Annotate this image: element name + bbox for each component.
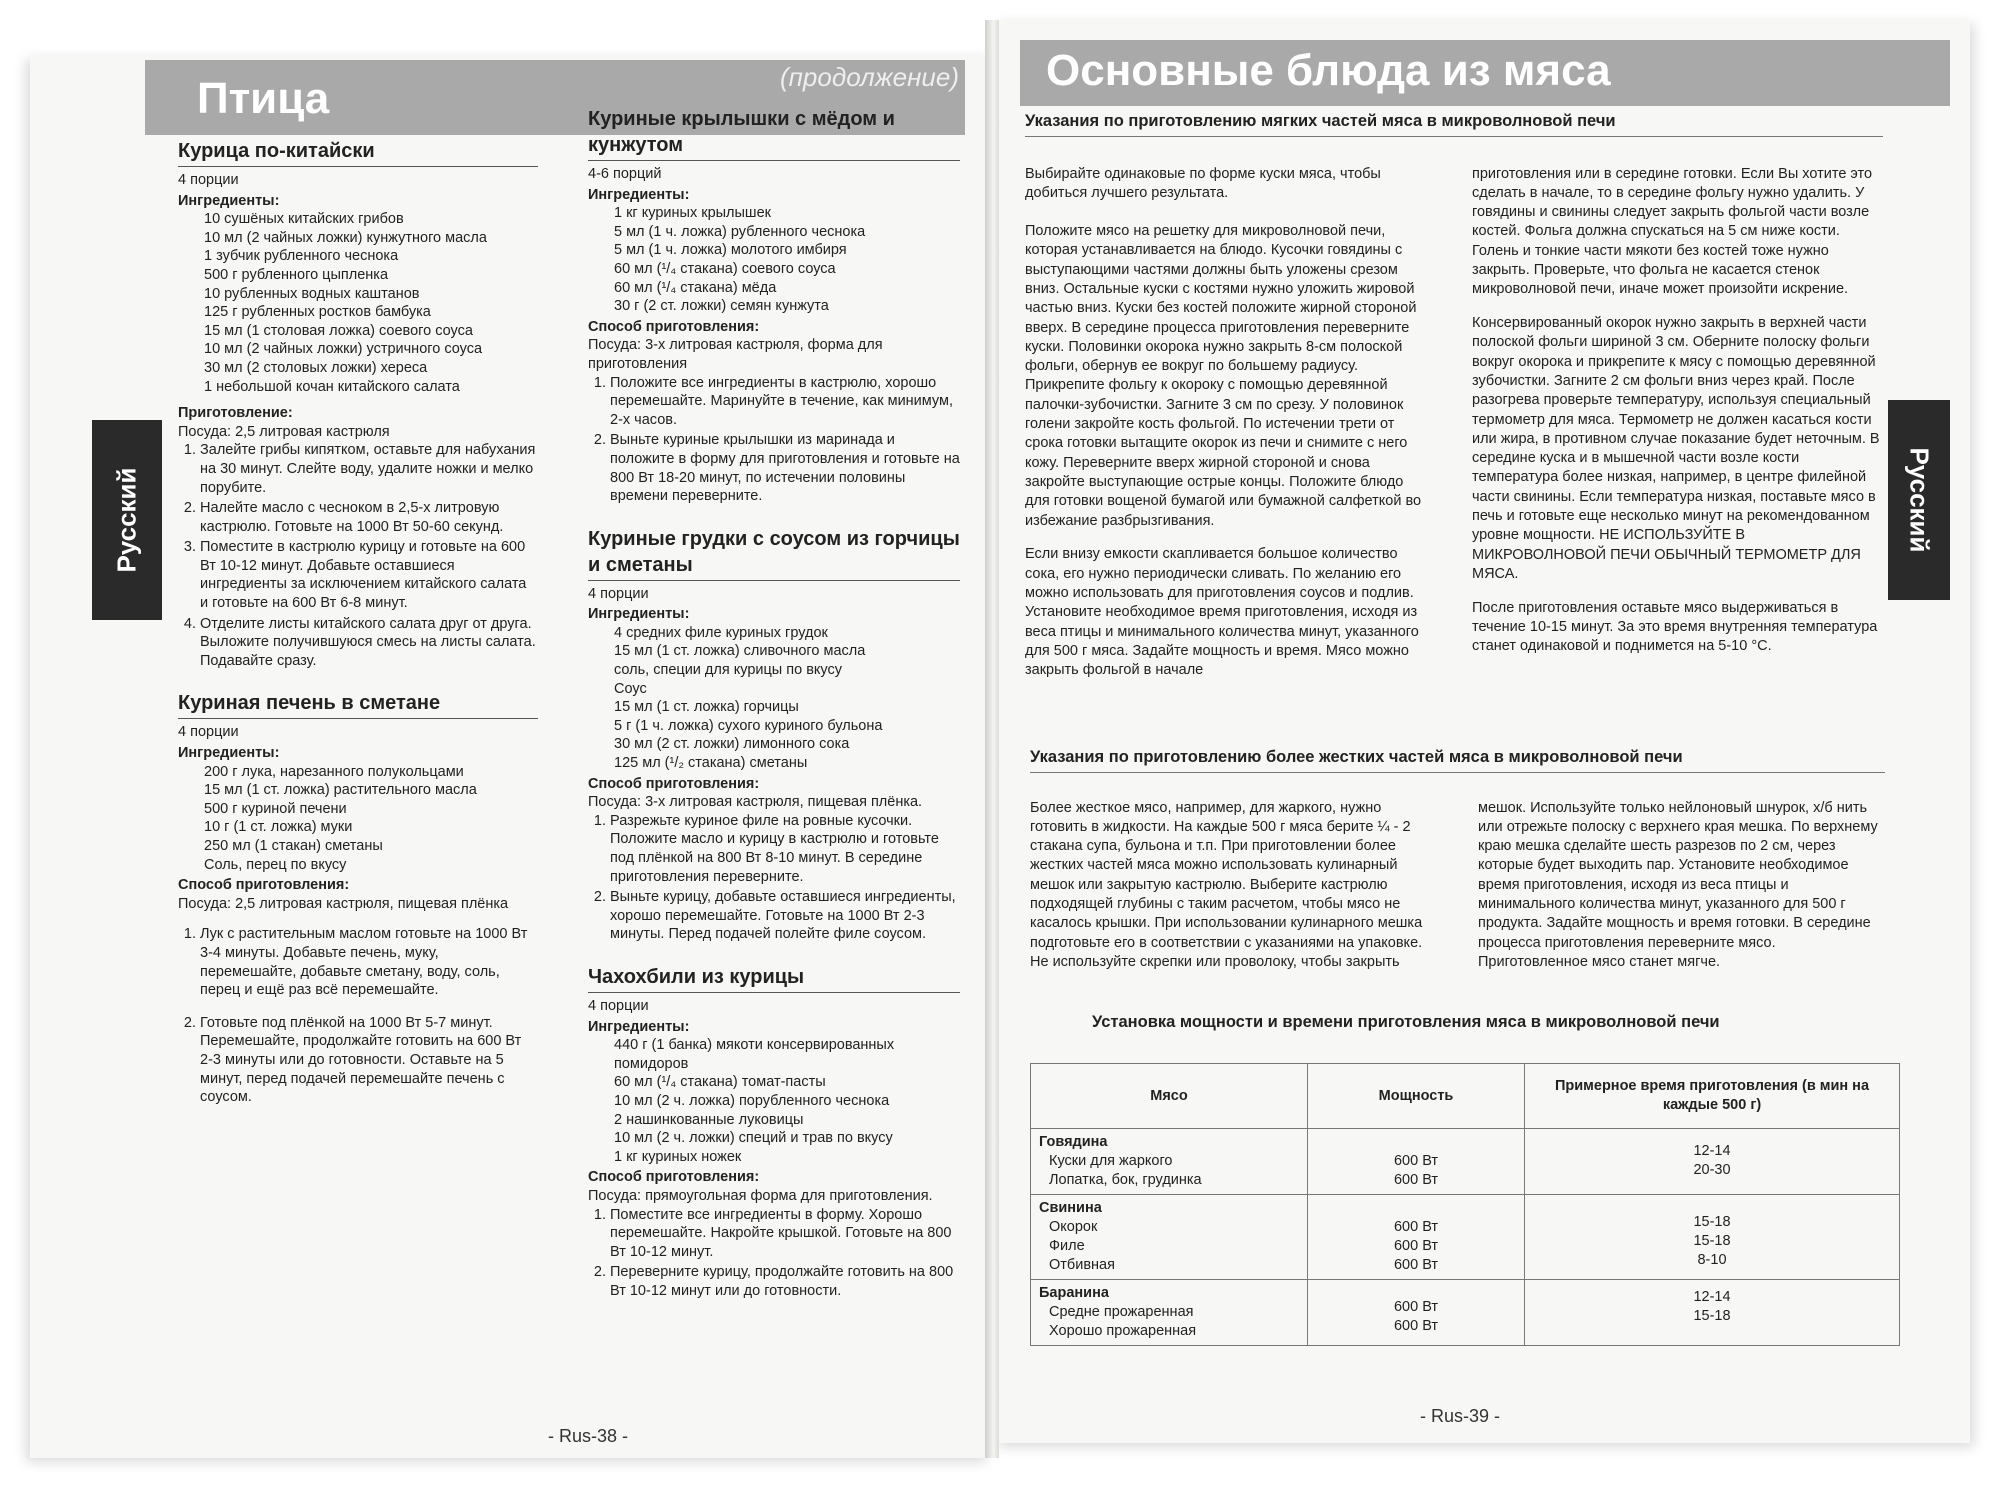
- section-rule: [1030, 772, 1885, 773]
- ingredient: 60 мл (¹/₄ стакана) соевого соуса: [614, 260, 836, 277]
- step: 1. Разрежьте куриное филе на ровные кусочки. Положите масло и курицу в кастрюлю и готовьте под плёнкой на 800 Вт 8-10 минут. В середине приготовления переверните.: [610, 812, 960, 886]
- recipe-chinese-chicken: [178, 138, 538, 670]
- column-header-time: Примерное время приготовления (в мин на каждые 500 г): [1525, 1064, 1900, 1129]
- table-row: [1031, 1129, 1900, 1195]
- right-page-header: [1020, 40, 1950, 106]
- language-tab-right-label: Русский: [1904, 447, 1935, 553]
- power-cell: [1308, 1195, 1525, 1280]
- vessel-note: Посуда: 3-х литровая кастрюля, форма для приготовления: [588, 337, 883, 372]
- ingredients-label: Ингредиенты:: [588, 1018, 690, 1035]
- ingredient: 30 мл (2 столовых ложки) хереса: [204, 359, 428, 376]
- time-value: 15-18: [1693, 1308, 1731, 1324]
- recipe-title: Куриные грудки с соусом из горчицы и сметаны: [588, 526, 960, 581]
- ingredient: 10 мл (2 чайных ложки) устричного соуса: [204, 341, 483, 358]
- paragraph: мешок. Используйте только нейлоновый шнурок, х/б нить или отрежьте полоску с верхнего края мешка. По верхнему краю мешка сделайте шесть разрезов по 2 см, через которые будет выходить пар. Установите необходимое время приготовления, исходя из веса птицы и минимального количества минут, указанного для 500 г продукта. Задайте мощность и время готовки. В середине процесса приготовления переверните мясо. Приготовленное мясо станет мягче.: [1478, 799, 1878, 970]
- ingredients-list: [614, 1036, 960, 1166]
- time-cell: [1525, 1195, 1900, 1280]
- time-value: 20-30: [1693, 1162, 1731, 1178]
- meat-cell: [1031, 1280, 1308, 1346]
- ingredient: 60 мл (¹/₄ стакана) мёда: [614, 279, 777, 296]
- ingredient: 1 кг куриных ножек: [614, 1148, 742, 1165]
- recipe-title: Куриные крылышки с мёдом и кунжутом: [588, 106, 960, 161]
- ingredients-list: [614, 624, 960, 773]
- ingredient: 4 средних филе куриных грудок: [614, 624, 828, 641]
- recipe-title: Чахохбили из курицы: [588, 964, 960, 993]
- paragraph: Если внизу емкости скапливается большое количество сока, его нужно периодически сливать. По желанию его можно использовать для приготовления соусов и подлив. Установите необходимое время приготовления, исходя из веса птицы и минимального количества минут, указанного для 500 г мяса. Задайте мощность и время. Мясо можно закрыть фольгой в начале: [1025, 546, 1419, 679]
- step: 2. Выньте курицу, добавьте оставшиеся ингредиенты, хорошо перемешайте. Готовьте на 1000 Вт 2-3 минуты. Перед подачей полейте филе соусом.: [610, 888, 960, 944]
- ingredients-label: Ингредиенты:: [588, 186, 690, 203]
- ingredient: 1 небольшой кочан китайского салата: [204, 378, 460, 395]
- meat-cell: [1031, 1195, 1308, 1280]
- preparation-label: Способ приготовления:: [588, 1169, 760, 1186]
- recipe-chicken-breast-mustard: [588, 526, 960, 944]
- ingredient: 30 мл (2 ст. ложки) лимонного сока: [614, 736, 850, 753]
- ingredient: 10 мл (2 ч. ложки) специй и трав по вкусу: [614, 1130, 893, 1147]
- ingredients-label: Ингредиенты:: [178, 192, 280, 209]
- time-value: 8-10: [1697, 1252, 1727, 1268]
- paragraph: Более жесткое мясо, например, для жаркого, нужно готовить в жидкости. На каждые 500 г мяса берите ¼ - 2 стакана супа, бульона и т.п. При приготовлении более жестких частей мяса можно использовать кулинарный мешок или закрытую кастрюлю. Выберите кастрюлю подходящей глубины с таким расчетом, чтобы мясо не касалось крышки. При использовании кулинарного мешка подготовьте его в соответствии с указаниями на упаковке. Не используйте скрепки или проволоку, чтобы закрыть: [1030, 799, 1423, 970]
- section-rule: [1025, 136, 1883, 137]
- power-value: 600 Вт: [1393, 1153, 1439, 1169]
- time-cell: [1525, 1280, 1900, 1346]
- step: 4. Отделите листы китайского салата друг от друга. Выложите получившуюся смесь на листы салата. Подавайте сразу.: [200, 615, 538, 671]
- recipe-servings: 4 порции: [588, 997, 649, 1014]
- steps-list: [606, 374, 960, 506]
- ingredient: 10 г (1 ст. ложка) муки: [204, 819, 353, 836]
- meat-cut: Отбивная: [1049, 1257, 1115, 1273]
- soft-meat-right-column: [1472, 150, 1882, 671]
- power-value: 600 Вт: [1393, 1257, 1439, 1273]
- left-page-number: - Rus-38 -: [548, 1426, 629, 1446]
- meat-cooking-table: [1030, 1063, 1900, 1346]
- right-page-number: - Rus-39 -: [1420, 1406, 1501, 1426]
- step: 2. Переверните курицу, продолжайте готовить на 800 Вт 10-12 минут или до готовности.: [610, 1263, 960, 1300]
- left-column-1: [178, 138, 538, 1109]
- ingredient: 200 г лука, нарезанного полукольцами: [204, 763, 464, 780]
- step: 1. Поместите все ингредиенты в форму. Хорошо перемешайте. Накройте крышкой. Готовьте на 800 Вт 10-12 минут.: [610, 1206, 960, 1262]
- ingredient: 250 мл (1 стакан) сметаны: [204, 838, 383, 854]
- power-value: 600 Вт: [1393, 1299, 1439, 1315]
- ingredient: Соус: [614, 680, 647, 697]
- meat-cell: [1031, 1129, 1308, 1195]
- preparation-label: Способ приготовления:: [588, 318, 760, 335]
- preparation-label: Способ приготовления:: [588, 775, 760, 792]
- power-value: 600 Вт: [1393, 1318, 1439, 1334]
- ingredient: 500 г куриной печени: [204, 800, 347, 817]
- ingredient: 125 мл (¹/₂ стакана) сметаны: [614, 755, 808, 772]
- right-page-title: Основные блюда из мяса: [1046, 46, 1611, 95]
- step: 1. Положите все ингредиенты в кастрюлю, хорошо перемешайте. Маринуйте в течение, как минимум, 2-х часов.: [610, 374, 960, 430]
- tough-meat-right-column: [1478, 784, 1886, 987]
- table-header-row: [1031, 1064, 1900, 1129]
- ingredient: 5 г (1 ч. ложка) сухого куриного бульона: [614, 717, 883, 734]
- ingredient: 2 нашинкованные луковицы: [614, 1111, 804, 1128]
- left-column-2: [588, 106, 960, 1302]
- tough-meat-section-title: Указания по приготовлению более жестких частей мяса в микроволновой печи: [1030, 748, 1683, 766]
- ingredient: соль, специи для курицы по вкусу: [614, 662, 842, 679]
- ingredient: 10 рубленных водных каштанов: [204, 285, 420, 302]
- paragraph: приготовления или в середине готовки. Если Вы хотите это сделать в начале, то в середине фольгу нужно удалить. У говядины и свинины следует закрыть фольгой части возле костей. Фольга должна спускаться на 5 см ниже кости. Голень и тонкие части мякоти без костей тоже нужно закрыть. Проверьте, что фольга не касается стенок микроволновой печи, иначе может произойти искрение.: [1472, 165, 1873, 298]
- power-cell: [1308, 1129, 1525, 1195]
- ingredient: 5 мл (1 ч. ложка) молотого имбиря: [614, 242, 847, 259]
- column-header-meat: Мясо: [1031, 1064, 1308, 1129]
- ingredients-label: Ингредиенты:: [178, 745, 280, 762]
- left-page-continued: (продолжение): [779, 62, 959, 92]
- ingredient: 15 мл (1 ст. ложка) растительного масла: [204, 782, 477, 799]
- power-value: 600 Вт: [1393, 1219, 1439, 1235]
- recipe-servings: 4 порции: [178, 724, 239, 741]
- step: 3. Поместите в кастрюлю курицу и готовьте на 600 Вт 10-12 минут. Добавьте оставшиеся ингредиенты за исключением китайского салата и готовьте на 600 Вт 6-8 минут.: [200, 538, 538, 612]
- tough-meat-left-column: [1030, 784, 1430, 987]
- ingredient: 15 мл (1 столовая ложка) соевого соуса: [204, 322, 473, 339]
- time-value: 12-14: [1693, 1143, 1731, 1159]
- recipe-chicken-liver: [178, 690, 538, 1106]
- meat-cut: Средне прожаренная: [1049, 1304, 1194, 1320]
- language-tab-right: [1888, 400, 1950, 600]
- vessel-note: Посуда: 3-х литровая кастрюля, пищевая плёнка.: [588, 794, 923, 811]
- recipe-honey-wings: [588, 106, 960, 506]
- preparation-label: Способ приготовления:: [178, 877, 350, 894]
- ingredient: 1 зубчик рубленного чеснока: [204, 248, 399, 265]
- soft-meat-section-title: Указания по приготовлению мягких частей мяса в микроволновой печи: [1025, 112, 1616, 130]
- ingredient: 1 кг куриных крылышек: [614, 205, 771, 222]
- ingredient: 500 г рубленного цыпленка: [204, 266, 389, 283]
- ingredient: 10 мл (2 чайных ложки) кунжутного масла: [204, 229, 487, 246]
- power-value: 600 Вт: [1393, 1238, 1439, 1254]
- ingredient: 5 мл (1 ч. ложка) рубленного чеснока: [614, 223, 866, 240]
- recipe-servings: 4 порции: [178, 172, 239, 188]
- step: 1. Лук с растительным маслом готовьте на 1000 Вт 3-4 минуты. Добавьте печень, муку, перемешайте, добавьте сметану, воду, соль, перец и ещё раз всё перемешайте.: [200, 925, 538, 999]
- ingredients-list: [614, 204, 960, 316]
- ingredients-label: Ингредиенты:: [588, 606, 690, 623]
- time-value: 12-14: [1693, 1289, 1731, 1305]
- step: 2. Выньте куриные крылышки из маринада и положите в форму для приготовления и готовьте на 800 Вт 18-20 минут, по истечении половины времени переверните.: [610, 431, 960, 505]
- meat-cut: Хорошо прожаренная: [1049, 1323, 1197, 1339]
- meat-group-name: Говядина: [1039, 1134, 1108, 1150]
- meat-group-name: Свинина: [1039, 1200, 1102, 1216]
- step: 2. Налейте масло с чесноком в 2,5-х литровую кастрюлю. Готовьте на 1000 Вт 50-60 секунд.: [200, 499, 538, 536]
- paragraph: Выбирайте одинаковые по форме куски мяса, чтобы добиться лучшего результата.: [1025, 165, 1381, 201]
- paragraph: Консервированный окорок нужно закрыть в верхней части полоской фольги шириной 3 см. Оберните полоску фольги вокруг окорока и прикрепите к мясу с помощью деревянной зубочистки. Загните 2 см фольги вниз через край. После разогрева проверьте температуру, используя специальный термометр для мяса. Термометр не должен касаться кости или жира, в противном случае показание будет неточным. В середине куска и в мышечной части возле кости температура более низкая, например, в центре филейной части свинины. Если температура низкая, поставьте мясо в печь и готовьте еще несколько минут на рекомендованном уровне мощности. НЕ ИСПОЛЬЗУЙТЕ В МИКРОВОЛНОВОЙ ПЕЧИ ОБЫЧНЫЙ ТЕРМОМЕТР ДЛЯ МЯСА.: [1472, 315, 1880, 582]
- paragraph: После приготовления оставьте мясо выдерживаться в течение 10-15 минут. За это время внутренняя температура станет одинаковой и поднимется на 5-10 °С.: [1472, 599, 1878, 655]
- meat-cut: Куски для жаркого: [1049, 1153, 1173, 1169]
- book-spine: [985, 20, 999, 1458]
- ingredients-list: [204, 763, 538, 875]
- steps-list: [196, 925, 538, 1106]
- recipe-title: Курица по-китайски: [178, 138, 538, 167]
- recipe-title: Куриная печень в сметане: [178, 690, 538, 719]
- power-cell: [1308, 1280, 1525, 1346]
- meat-cut: Окорок: [1049, 1219, 1098, 1235]
- column-header-power: Мощность: [1308, 1064, 1525, 1129]
- language-tab-left: [92, 420, 162, 620]
- steps-list: [606, 1206, 960, 1301]
- table-row: [1031, 1280, 1900, 1346]
- language-tab-left-label: Русский: [111, 467, 142, 573]
- ingredient: 125 г рубленных ростков бамбука: [204, 304, 431, 321]
- ingredient: 440 г (1 банка) мякоти консервированных помидоров: [614, 1037, 895, 1072]
- recipe-servings: 4 порции: [588, 585, 649, 602]
- ingredient: 15 мл (1 ст. ложка) сливочного масла: [614, 643, 866, 660]
- meat-table-title: Установка мощности и времени приготовления мяса в микроволновой печи: [1092, 1013, 1720, 1031]
- soft-meat-left-column: [1025, 150, 1425, 695]
- left-page-title: Птица: [197, 74, 330, 123]
- step: 1. Залейте грибы кипятком, оставьте для набухания на 30 минут. Слейте воду, удалите ножки и мелко порубите.: [200, 441, 538, 497]
- ingredient: 10 мл (2 ч. ложка) порубленного чеснока: [614, 1092, 890, 1109]
- time-value: 15-18: [1693, 1233, 1731, 1249]
- time-cell: [1525, 1129, 1900, 1195]
- ingredient: 30 г (2 ст. ложки) семян кунжута: [614, 298, 829, 315]
- table-row: [1031, 1195, 1900, 1280]
- recipe-servings: 4-6 порций: [588, 166, 662, 182]
- meat-group-name: Баранина: [1039, 1285, 1109, 1301]
- paragraph: Положите мясо на решетку для микроволновой печи, которая устанавливается на блюдо. Кусочки говядины с выступающими частями должны быть уложены срезом вниз. Остальные куски с костями нужно уложить жировой частью вниз. Куски без костей положите жирной стороной вверх. В середине процесса приготовления переверните куски. Половинки окорока нужно закрыть 8-см полоской фольги, обернув ее вокруг по большему радиусу. Прикрепите фольгу к окороку с помощью деревянной палочки-зубочистки. Загните 3 см по срезу. У половинок голени закройте кость фольгой. По истечении трети от срока готовки вытащите окорок из печи и снимите с него кожу. Переверните вверх жирной стороной и снова закройте выступающие острые концы. Положите блюдо для готовки вощеной бумагой или бумажной салфеткой во избежание разбрызгивания.: [1025, 223, 1422, 529]
- meat-cut: Филе: [1049, 1238, 1085, 1254]
- step: 2. Готовьте под плёнкой на 1000 Вт 5-7 минут. Перемешайте, продолжайте готовить на 600 Вт 2-3 минуты или до готовности. Оставьте на 5 минут, перед подачей перемешайте печень с соусом.: [200, 1014, 538, 1107]
- steps-list: [196, 441, 538, 670]
- meat-cut: Лопатка, бок, грудинка: [1049, 1172, 1202, 1188]
- preparation-label: Приготовление:: [178, 405, 293, 422]
- vessel-note: Посуда: 2,5 литровая кастрюля: [178, 423, 390, 440]
- power-value: 600 Вт: [1393, 1172, 1439, 1188]
- vessel-note: Посуда: 2,5 литровая кастрюля, пищевая плёнка: [178, 895, 509, 912]
- ingredient: 10 сушёных китайских грибов: [204, 211, 404, 228]
- ingredient: Соль, перец по вкусу: [204, 856, 347, 873]
- steps-list: [606, 812, 960, 944]
- ingredients-list: [204, 210, 538, 396]
- time-value: 15-18: [1693, 1214, 1731, 1230]
- vessel-note: Посуда: прямоугольная форма для приготовления.: [588, 1187, 933, 1204]
- recipe-chakhokhbili: [588, 964, 960, 1301]
- ingredient: 60 мл (¹/₄ стакана) томат-пасты: [614, 1074, 826, 1091]
- ingredient: 15 мл (1 ст. ложка) горчицы: [614, 699, 799, 716]
